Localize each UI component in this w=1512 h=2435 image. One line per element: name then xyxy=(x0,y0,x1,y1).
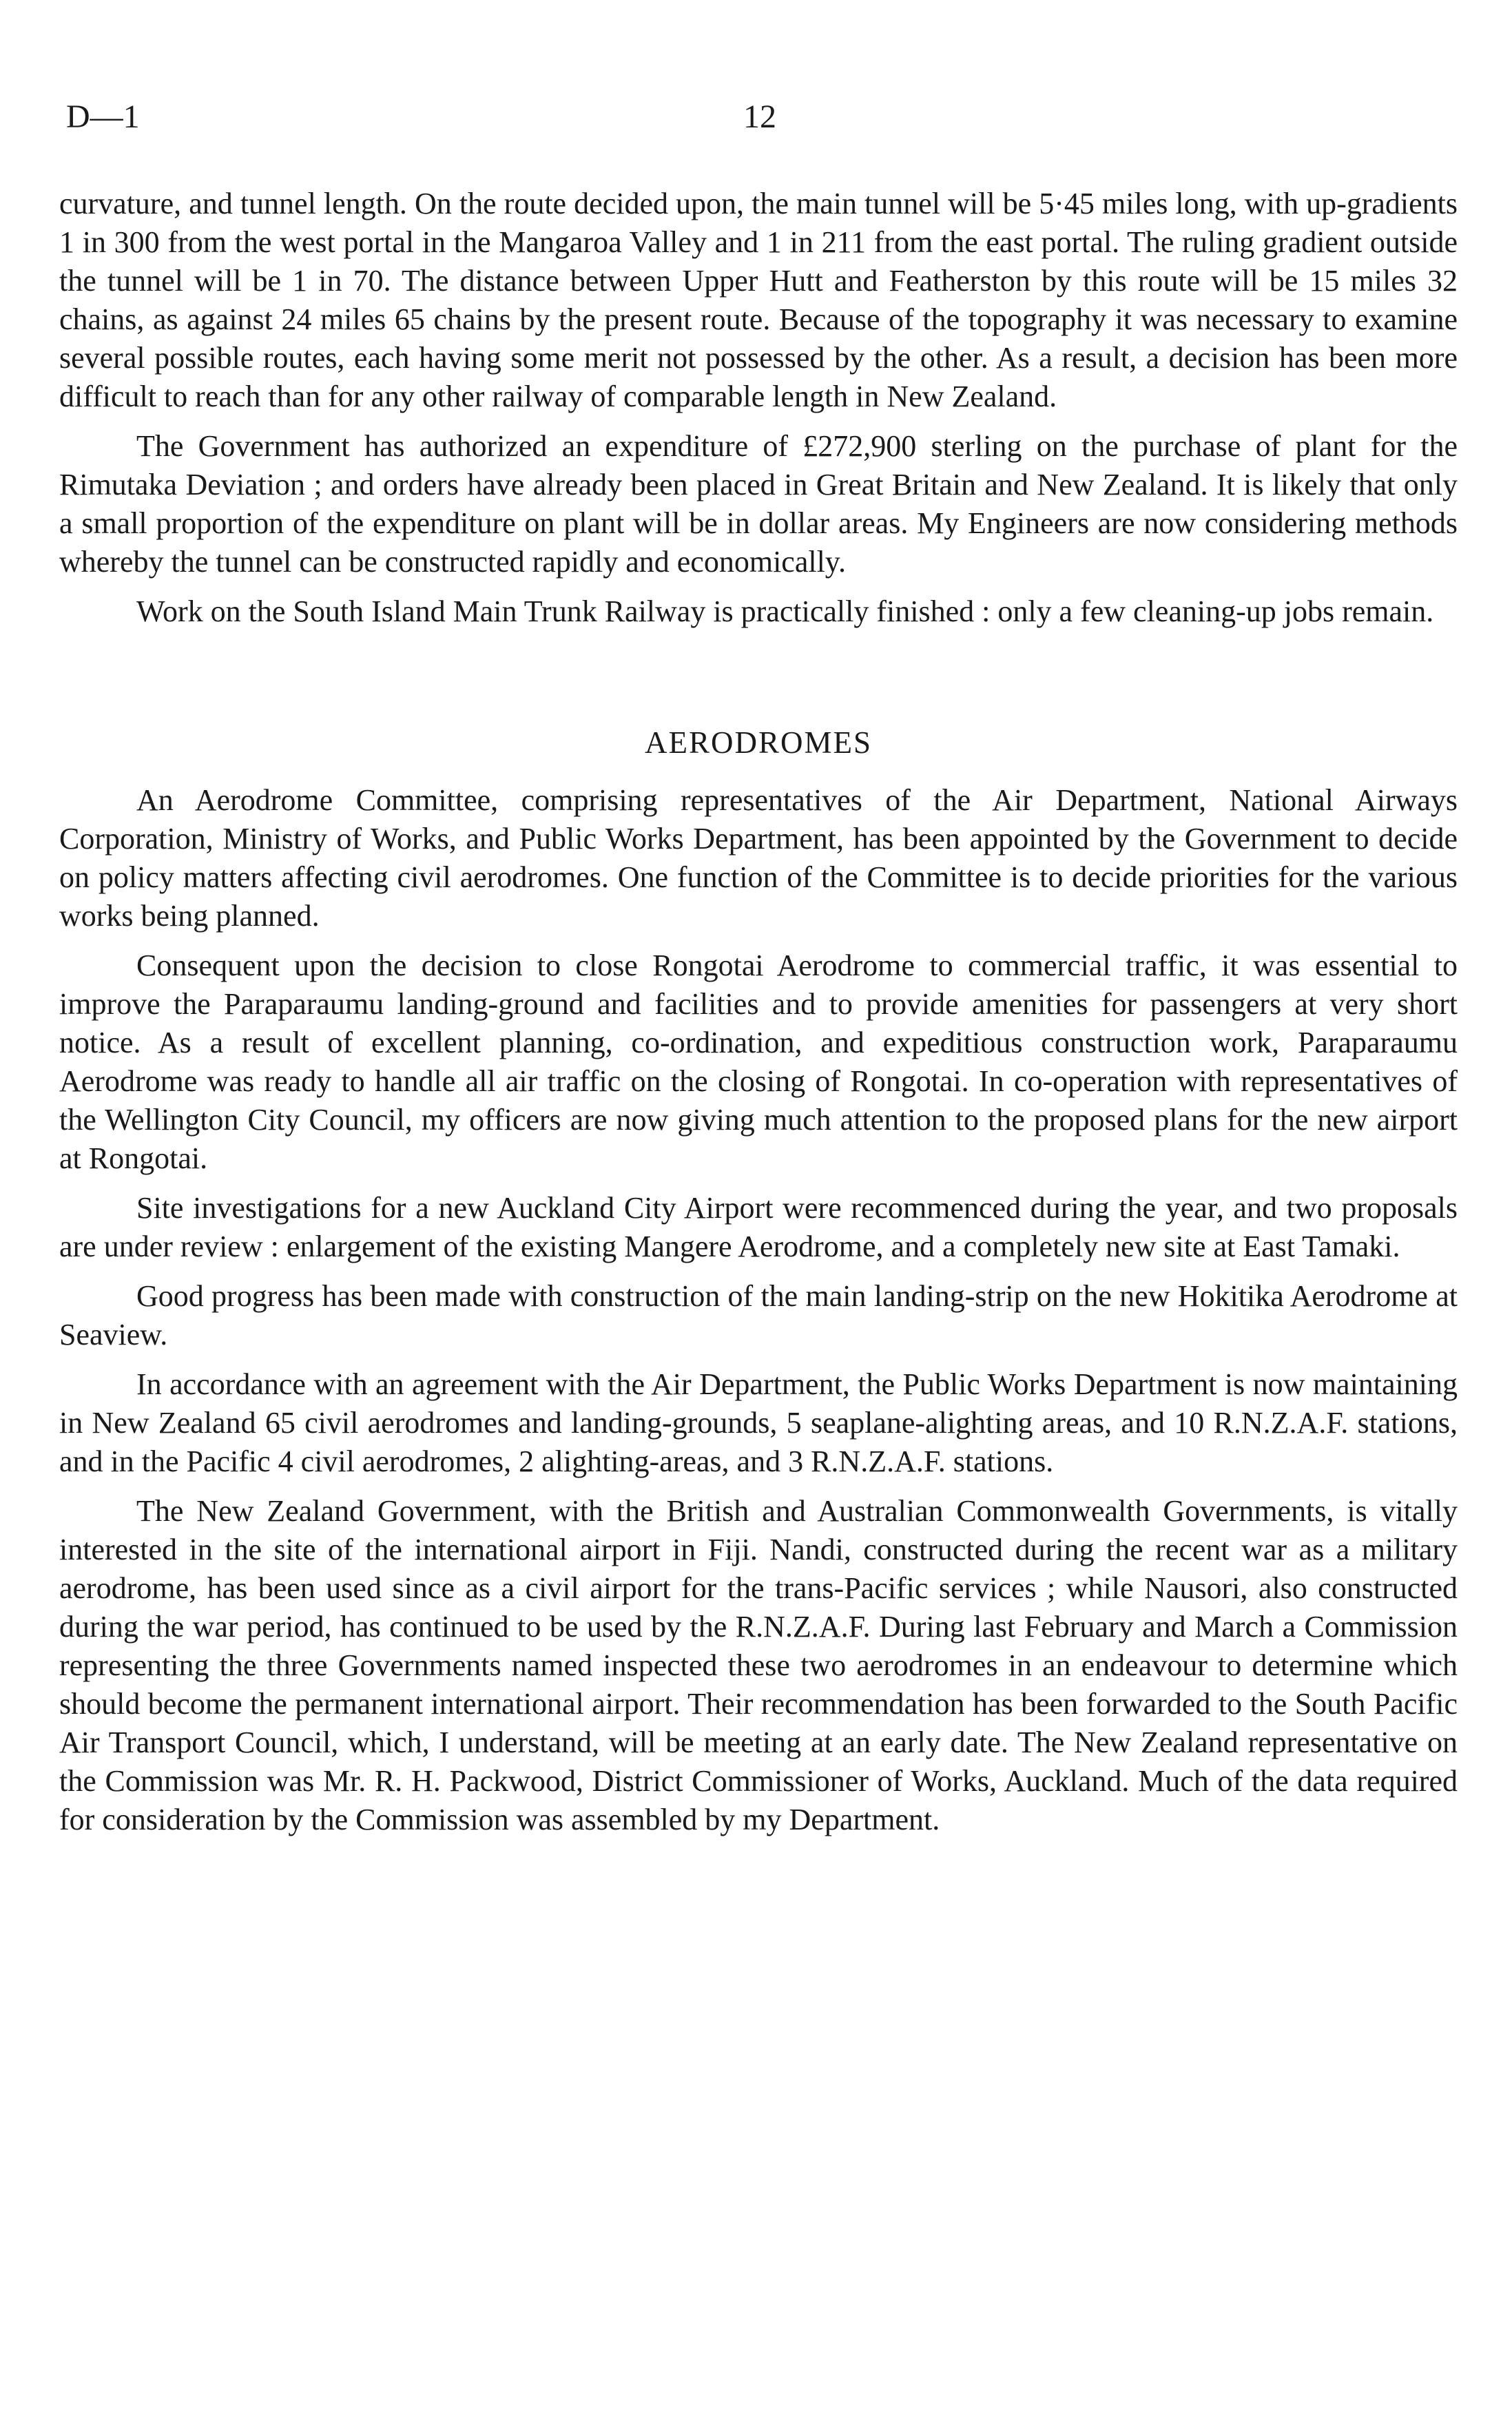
page-number: 12 xyxy=(743,99,776,135)
paragraph-aerodrome-committee: An Aerodrome Committee, comprising representatives of the Air Department, National Airways Corporation, Ministry of Works, and Public Works Department, has been appointed by the Government to decide on policy matters affecting civil aerodromes. One function of the Committee is to decide priorities for the various works being planned. xyxy=(59,783,1458,933)
section-heading-aerodromes: AERODROMES xyxy=(644,725,873,760)
paragraph-rimutaka-plant: The Government has authorized an expenditure of £272,900 sterling on the purchase of plant for the Rimutaka Deviation ; and orders have already been placed in Great Britain and New Zealand. It is likely that only a small proportion of the expenditure on plant will be in dollar areas. My Engineers are now considering methods whereby the tunnel can be constructed rapidly and economically. xyxy=(59,429,1458,579)
paragraph-hokitika-aerodrome: Good progress has been made with construction of the main landing-strip on the new Hokitika Aerodrome at Seaview. xyxy=(59,1279,1458,1351)
paragraph-south-island-trunk: Work on the South Island Main Trunk Railway is practically finished : only a few cleaning-up jobs remain. xyxy=(136,594,1434,628)
page-body xyxy=(59,185,1458,1850)
paragraph-continued-railway: curvature, and tunnel length. On the route decided upon, the main tunnel will be 5·45 miles long, with up-gradients 1 in 300 from the west portal in the Mangaroa Valley and 1 in 211 from the east portal. The ruling gradient outside the tunnel will be 1 in 70. The distance between Upper Hutt and Featherston by this route will be 15 miles 32 chains, as against 24 miles 65 chains by the present route. Because of the topography it was necessary to examine several possible routes, each having some merit not possessed by the other. As a result, a decision has been more difficult to reach than for any other railway of comparable length in New Zealand. xyxy=(59,187,1458,413)
page-header xyxy=(66,96,1453,138)
paragraph-rongotai-paraparaumu: Consequent upon the decision to close Rongotai Aerodrome to commercial traffic, it was essential to improve the Paraparaumu landing-ground and facilities and to provide amenities for passengers at very short notice. As a result of excellent planning, co-ordination, and expeditious construction work, Paraparaumu Aerodrome was ready to handle all air traffic on the closing of Rongotai. In co-operation with representatives of the Wellington City Council, my officers are now giving much attention to the proposed plans for the new airport at Rongotai. xyxy=(59,949,1458,1175)
paragraph-auckland-airport: Site investigations for a new Auckland City Airport were recommenced during the year, and two proposals are under review : enlargement of the existing Mangere Aerodrome, and a completely new site at East Tamaki. xyxy=(59,1191,1458,1263)
document-reference: D—1 xyxy=(66,99,140,135)
paragraph-fiji-airport: The New Zealand Government, with the British and Australian Commonwealth Governments, is vitally interested in the site of the international airport in Fiji. Nandi, constructed during the recent war as a military aerodrome, has been used since as a civil airport for the trans-Pacific services ; while Nausori, also constructed during the war period, has continued to be used by the R.N.Z.A.F. During last February and March a Commission representing the three Governments named inspected these two aerodromes in an endeavour to determine which should become the permanent international airport. Their recommendation has been forwarded to the South Pacific Air Transport Council, which, I understand, will be meeting at an early date. The New Zealand representative on the Commission was Mr. R. H. Packwood, District Commissioner of Works, Auckland. Much of the data required for consideration by the Commission was assembled by my Department. xyxy=(59,1494,1458,1836)
paragraph-maintenance-agreement: In accordance with an agreement with the Air Department, the Public Works Department is now maintaining in New Zealand 65 civil aerodromes and landing-grounds, 5 seaplane-alighting areas, and 10 R.N.Z.A.F. stations, and in the Pacific 4 civil aerodromes, 2 alighting-areas, and 3 R.N.Z.A.F. stations. xyxy=(59,1367,1458,1478)
